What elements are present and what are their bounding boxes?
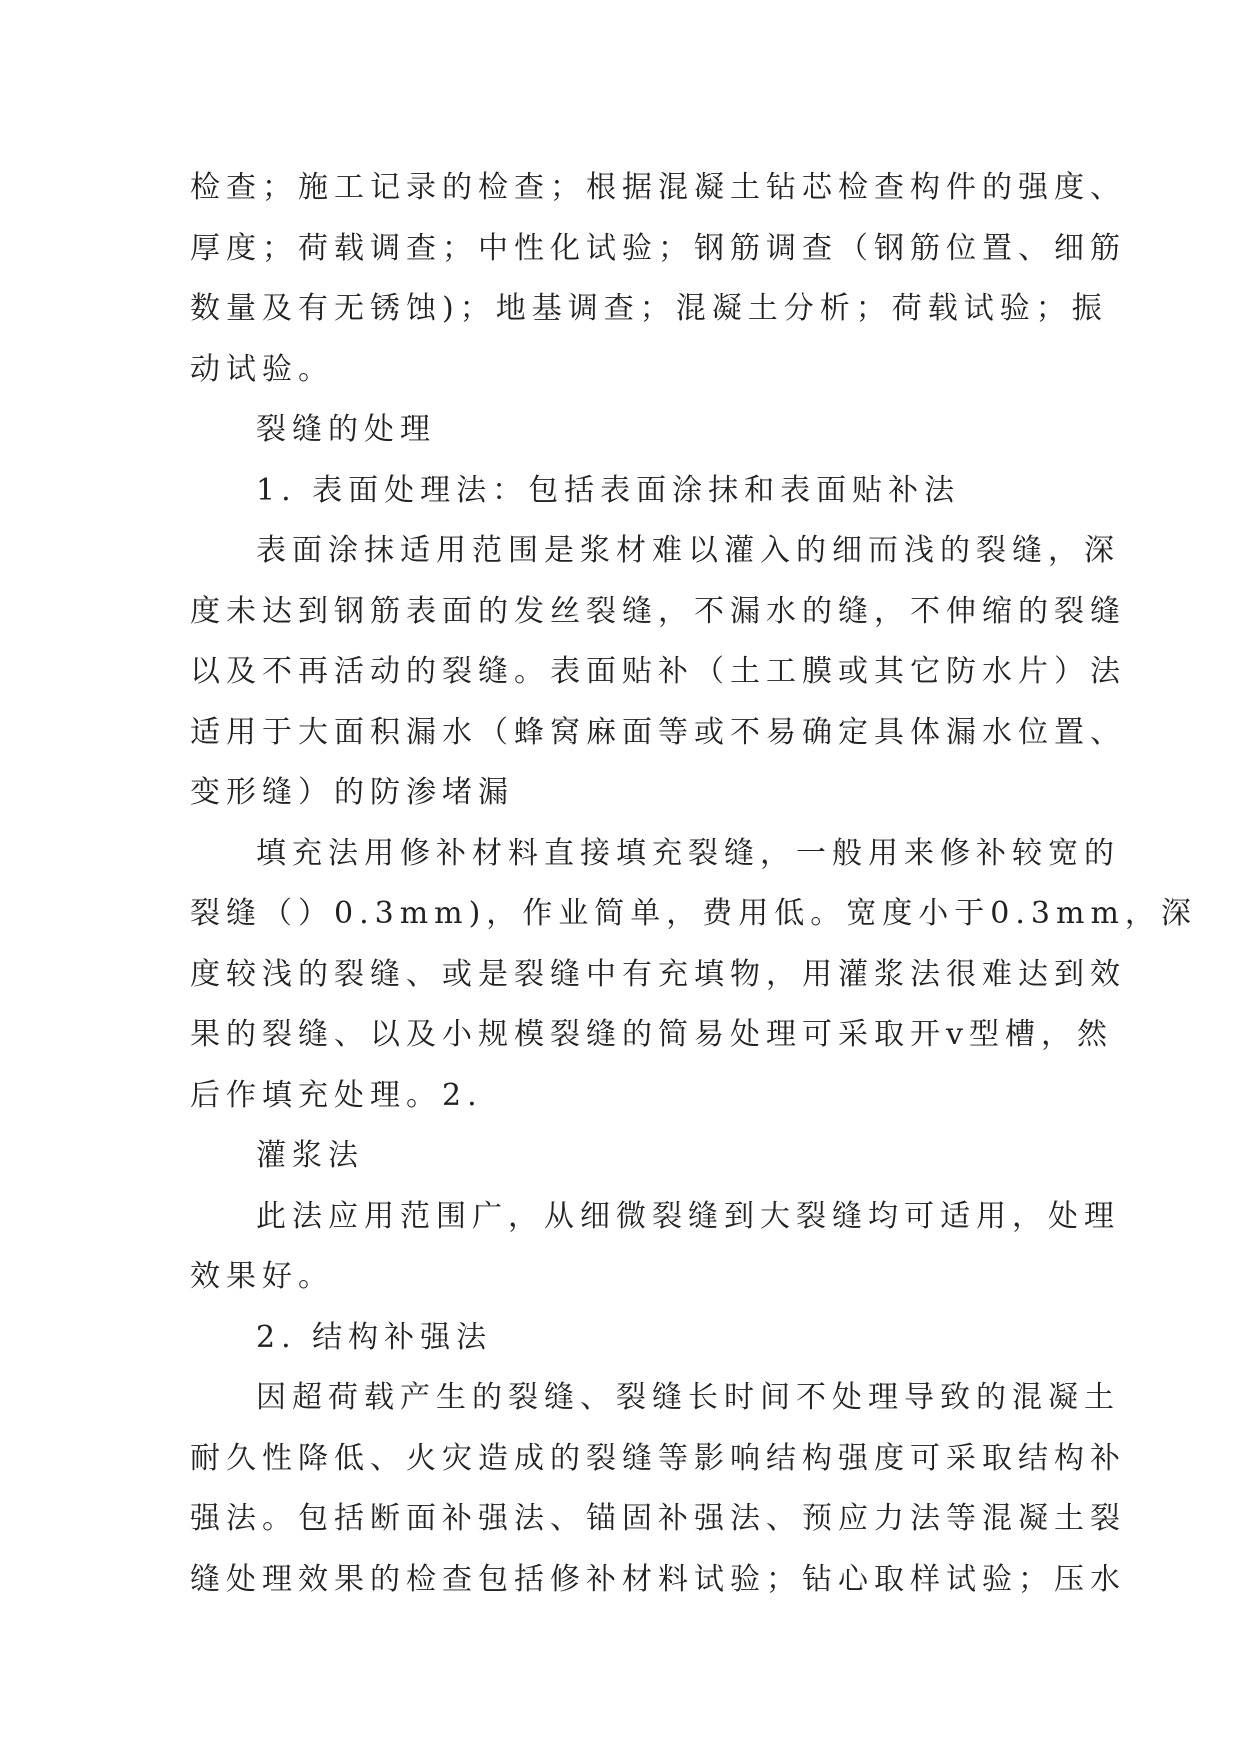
text-line: 耐久性降低、火灾造成的裂缝等影响结构强度可采取结构补 bbox=[190, 1440, 1126, 1476]
text-line: 填充法用修补材料直接填充裂缝，一般用来修补较宽的 bbox=[256, 835, 1120, 871]
text-line: 强法。包括断面补强法、锚固补强法、预应力法等混凝土裂 bbox=[190, 1501, 1126, 1536]
text-line: 后作填充处理。2. bbox=[190, 1077, 483, 1113]
text-line: 此法应用范围广，从细微裂缝到大裂缝均可适用，处理 bbox=[256, 1198, 1120, 1234]
text-line: 检查；施工记录的检查；根据混凝土钻芯检查构件的强度、 bbox=[190, 170, 1126, 205]
text-line: 度较浅的裂缝、或是裂缝中有充填物，用灌浆法很难达到效 bbox=[190, 956, 1126, 992]
subsection-heading: 2. 结构补强法 bbox=[256, 1319, 493, 1355]
text-line: 因超荷载产生的裂缝、裂缝长时间不处理导致的混凝土 bbox=[256, 1380, 1120, 1415]
text-line: 变形缝）的防渗堵漏 bbox=[190, 775, 514, 810]
text-line: 度未达到钢筋表面的发丝裂缝，不漏水的缝，不伸缩的裂缝 bbox=[190, 593, 1126, 629]
subsection-heading: 1. 表面处理法：包括表面涂抹和表面贴补法 bbox=[256, 472, 961, 508]
section-heading: 裂缝的处理 bbox=[256, 412, 436, 447]
text-line: 适用于大面积漏水（蜂窝麻面等或不易确定具体漏水位置、 bbox=[190, 714, 1126, 750]
text-line: 效果好。 bbox=[190, 1259, 334, 1294]
text-line: 裂缝（）0.3mm)，作业简单，费用低。宽度小于0.3mm，深 bbox=[190, 896, 1197, 931]
text-line: 厚度；荷载调查；中性化试验；钢筋调查（钢筋位置、细筋 bbox=[190, 230, 1126, 266]
text-line: 动试验。 bbox=[190, 351, 334, 387]
text-line: 表面涂抹适用范围是浆材难以灌入的细而浅的裂缝，深 bbox=[256, 533, 1120, 568]
text-line: 数量及有无锈蚀)；地基调查；混凝土分析；荷载试验；振 bbox=[190, 291, 1108, 326]
text-line: 缝处理效果的检查包括修补材料试验；钻心取样试验；压水 bbox=[190, 1561, 1126, 1597]
text-line: 以及不再活动的裂缝。表面贴补（土工膜或其它防水片）法 bbox=[190, 654, 1126, 689]
text-line: 果的裂缝、以及小规模裂缝的简易处理可采取开v型槽，然 bbox=[190, 1017, 1113, 1052]
document-body bbox=[190, 158, 1197, 1610]
section-heading: 灌浆法 bbox=[256, 1138, 364, 1173]
